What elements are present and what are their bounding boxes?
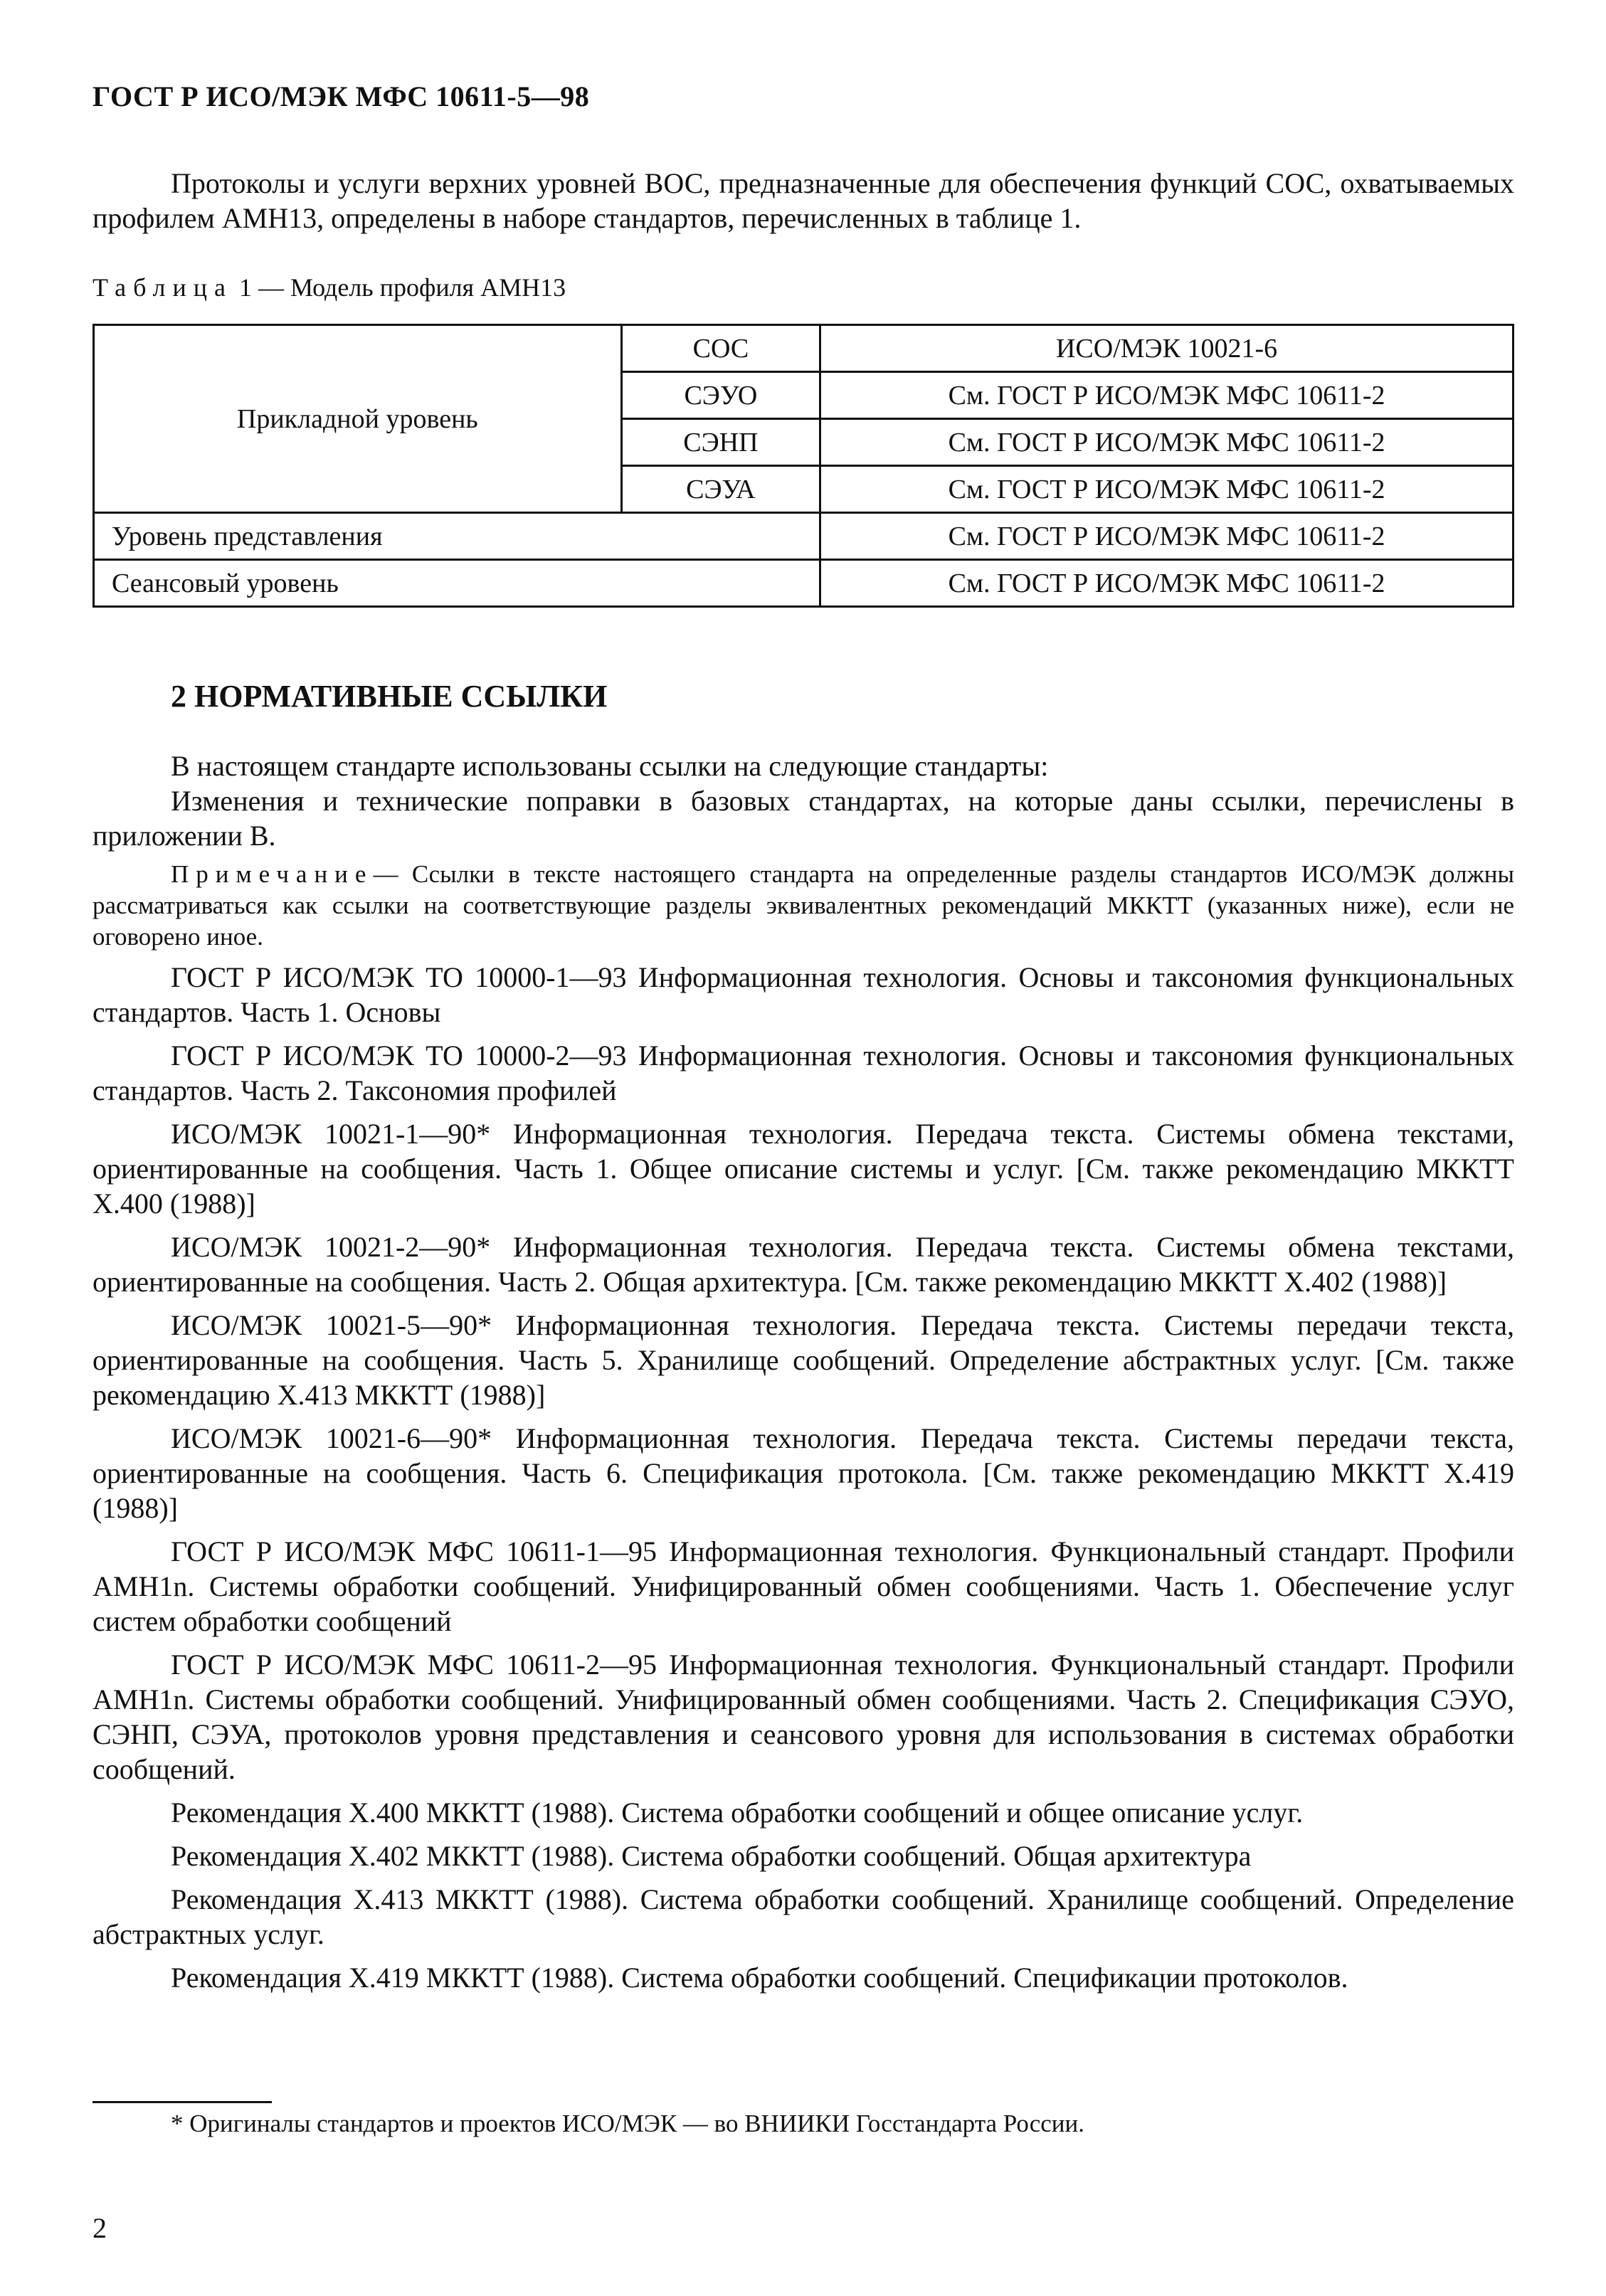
reference-item: ГОСТ Р ИСО/МЭК ТО 10000-1—93 Информационная технология. Основы и таксономия функциональных стандартов. Часть 1. Основы: [93, 961, 1514, 1028]
reference-item: ИСО/МЭК 10021-6—90* Информационная технология. Передача текста. Системы передачи текста, ориентированные на сообщения. Часть 6. Спецификация протокола. [См. также рекомендацию МККТТ Х.419 (1988)]: [93, 1422, 1514, 1524]
note-text: — Ссылки в тексте настоящего стандарта на определенные разделы стандартов ИСО/МЭК должны рассматриваться как ссылки на соответствующие разделы эквивалентных рекомендаций МККТТ (указанных ниже), если не оговорено иное.: [93, 860, 1514, 951]
reference-item: Рекомендация Х.413 МККТТ (1988). Система обработки сообщений. Хранилище сообщений. Определение абстрактных услуг.: [93, 1883, 1514, 1950]
reference-item: Рекомендация Х.402 МККТТ (1988). Система обработки сообщений. Общая архитектура: [171, 1840, 1252, 1872]
note-paragraph: [93, 859, 1514, 953]
intro-paragraph: Протоколы и услуги верхних уровней ВОС, предназначенные для обеспечения функций СОС, охватываемых профилем АМН13, определены в наборе стандартов, перечисленных в таблице 1.: [93, 167, 1514, 234]
intro-block: [93, 166, 1514, 236]
standard-cell: См. ГОСТ Р ИСО/МЭК МФС 10611-2: [820, 466, 1513, 513]
reference-item: ИСО/МЭК 10021-5—90* Информационная технология. Передача текста. Системы передачи текста, ориентированные на сообщения. Часть 5. Хранилище сообщений. Определение абстрактных услуг. [См. также рекомендацию Х.413 МККТТ (1988)]: [93, 1309, 1514, 1411]
footnote: * Оригиналы стандартов и проектов ИСО/МЭК — во ВНИИКИ Госстандарта России.: [171, 2110, 1084, 2137]
reference-item: ГОСТ Р ИСО/МЭК ТО 10000-2—93 Информационная технология. Основы и таксономия функциональных стандартов. Часть 2. Таксономия профилей: [93, 1039, 1514, 1106]
presentation-level-cell: Уровень представления: [94, 513, 820, 560]
reference-item: ГОСТ Р ИСО/МЭК МФС 10611-2—95 Информационная технология. Функциональный стандарт. Профили АМН1n. Системы обработки сообщений. Унифицированный обмен сообщениями. Часть 2. Спецификация СЭУО, СЭНП, СЭУА, протоколов уровня представления и сеансового уровня для использования в системах обработки сообщений.: [93, 1649, 1514, 1785]
app-level-cell: Прикладной уровень: [94, 325, 622, 513]
component-cell: СЭНП: [621, 419, 820, 466]
document-header: ГОСТ Р ИСО/МЭК МФС 10611-5—98: [93, 80, 590, 112]
table-row: [94, 560, 1513, 607]
references-lead: В настоящем стандарте использованы ссылки на следующие стандарты:: [171, 750, 1049, 782]
standard-cell: См. ГОСТ Р ИСО/МЭК МФС 10611-2: [820, 560, 1513, 607]
table-row: [94, 325, 1513, 372]
standard-cell: См. ГОСТ Р ИСО/МЭК МФС 10611-2: [820, 419, 1513, 466]
table-caption: [93, 273, 566, 302]
component-cell: СЭУА: [621, 466, 820, 513]
table-row: [94, 513, 1513, 560]
reference-item: Рекомендация Х.400 МККТТ (1988). Система обработки сообщений и общее описание услуг.: [171, 1797, 1304, 1829]
standard-cell: См. ГОСТ Р ИСО/МЭК МФС 10611-2: [820, 513, 1513, 560]
changes-paragraph: Изменения и технические поправки в базовых стандартах, на которые даны ссылки, перечислены в приложении В.: [93, 785, 1514, 852]
footnote-divider: [93, 2101, 272, 2103]
page-number: 2: [93, 2212, 107, 2244]
standard-cell: ИСО/МЭК 10021-6: [820, 325, 1513, 372]
reference-item: ИСО/МЭК 10021-1—90* Информационная технология. Передача текста. Системы обмена текстами, ориентированные на сообщения. Часть 1. Общее описание системы и услуг. [См. также рекомендацию МККТТ Х.400 (1988)]: [93, 1118, 1514, 1220]
table-caption-label: Таблица: [93, 273, 233, 302]
component-cell: СОС: [621, 325, 820, 372]
reference-item: Рекомендация Х.419 МККТТ (1988). Система обработки сообщений. Спецификации протоколов.: [171, 1962, 1348, 1994]
reference-item: ГОСТ Р ИСО/МЭК МФС 10611-1—95 Информационная технология. Функциональный стандарт. Профили АМН1n. Системы обработки сообщений. Унифицированный обмен сообщениями. Часть 1. Обеспечение услуг систем обработки сообщений: [93, 1535, 1514, 1637]
standard-cell: См. ГОСТ Р ИСО/МЭК МФС 10611-2: [820, 372, 1513, 419]
reference-item: ИСО/МЭК 10021-2—90* Информационная технология. Передача текста. Системы обмена текстами, ориентированные на сообщения. Часть 2. Общая архитектура. [См. также рекомендацию МККТТ Х.402 (1988)]: [93, 1231, 1514, 1298]
section-title: 2 НОРМАТИВНЫЕ ССЫЛКИ: [171, 679, 608, 714]
profile-model-table: [93, 324, 1514, 608]
references-block: [93, 748, 1514, 1995]
table-caption-text: 1 — Модель профиля АМН13: [238, 273, 566, 302]
session-level-cell: Сеансовый уровень: [94, 560, 820, 607]
component-cell: СЭУО: [621, 372, 820, 419]
note-label: Примечание: [171, 860, 374, 888]
